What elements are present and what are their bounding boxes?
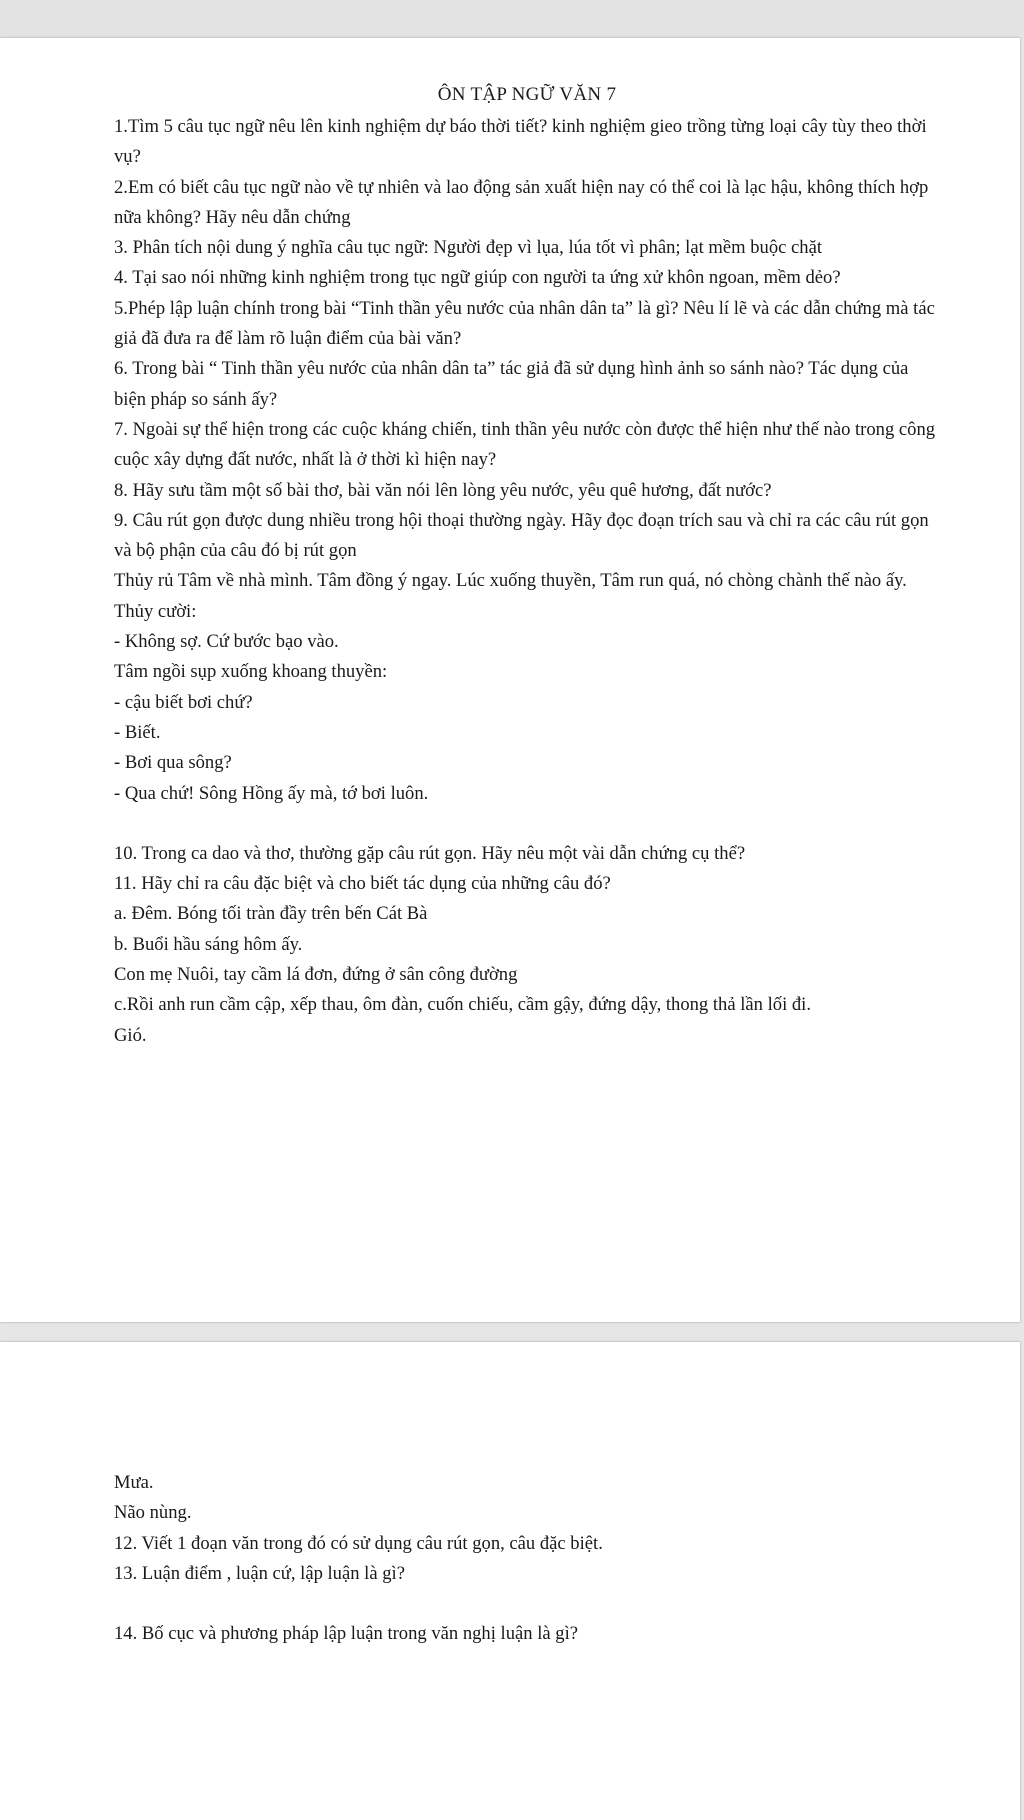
example-b-continued: Con mẹ Nuôi, tay cầm lá đơn, đứng ở sân công đường — [114, 964, 518, 986]
example-word: Mưa. — [114, 1472, 154, 1493]
paragraph-gap — [114, 1589, 940, 1619]
question-5: 5.Phép lập luận chính trong bài “Tinh thần yêu nước của nhân dân ta” là gì? Nêu lí lẽ và các dẫn chứng mà tác giả đã đưa ra để làm rõ luận điểm của bài văn? — [114, 297, 935, 350]
paragraph-gap — [114, 809, 940, 839]
question-13: 13. Luận điểm , luận cứ, lập luận là gì? — [114, 1562, 405, 1584]
question-8: 8. Hãy sưu tầm một số bài thơ, bài văn nói lên lòng yêu nước, yêu quê hương, đất nước? — [114, 479, 772, 501]
dialogue-line: - Qua chứ! Sông Hồng ấy mà, tớ bơi luôn. — [114, 782, 429, 804]
example-b: b. Buổi hầu sáng hôm ấy. — [114, 933, 303, 955]
question-9: 9. Câu rút gọn được dung nhiều trong hội thoại thường ngày. Hãy đọc đoạn trích sau và chỉ ra các câu rút gọn và bộ phận của câu đó bị rút gọn — [114, 509, 929, 562]
example-c: c.Rồi anh run cầm cập, xếp thau, ôm đàn, cuốn chiếu, cầm gậy, đứng dậy, thong thả lần lối đi. — [114, 994, 811, 1016]
dialogue-line: - Biết. — [114, 721, 161, 743]
viewer-top-strip — [0, 0, 1024, 38]
document-page-1 — [0, 38, 1020, 1322]
excerpt-line: Thủy rủ Tâm về nhà mình. Tâm đồng ý ngay. Lúc xuống thuyền, Tâm run quá, nó chòng chành thế nào ấy. Thủy cười: — [114, 570, 907, 622]
example-a: a. Đêm. Bóng tối tràn đầy trên bến Cát Bà — [114, 903, 428, 925]
example-word: Não nùng. — [114, 1502, 192, 1524]
excerpt-line: Tâm ngồi sụp xuống khoang thuyền: — [114, 661, 388, 683]
question-2: 2.Em có biết câu tục ngữ nào về tự nhiên và lao động sản xuất hiện nay có thể coi là lạc hậu, không thích hợp nữa không? Hãy nêu dẫn chứng — [114, 176, 929, 228]
question-7: 7. Ngoài sự thể hiện trong các cuộc kháng chiến, tinh thần yêu nước còn được thể hiện như thế nào trong công cuộc xây dựng đất nước, nhất là ở thời kì hiện nay? — [114, 418, 936, 471]
dialogue-line: - Bơi qua sông? — [114, 752, 232, 774]
question-4: 4. Tại sao nói những kinh nghiệm trong tục ngữ giúp con người ta ứng xử khôn ngoan, mềm dẻo? — [114, 267, 841, 289]
document-title: ÔN TẬP NGỮ VĂN 7 — [437, 84, 617, 105]
question-3: 3. Phân tích nội dung ý nghĩa câu tục ngữ: Người đẹp vì lụa, lúa tốt vì phân; lạt mềm buộc chặt — [114, 237, 823, 259]
question-1: 1.Tìm 5 câu tục ngữ nêu lên kinh nghiệm dự báo thời tiết? kinh nghiệm gieo trồng từng loại cây tùy theo thời vụ? — [114, 116, 927, 168]
question-12: 12. Viết 1 đoạn văn trong đó có sử dụng câu rút gọn, câu đặc biệt. — [114, 1532, 603, 1554]
dialogue-line: - cậu biết bơi chứ? — [114, 691, 253, 713]
example-word: Gió. — [114, 1024, 147, 1046]
dialogue-line: - Không sợ. Cứ bước bạo vào. — [114, 631, 339, 653]
question-14: 14. Bố cục và phương pháp lập luận trong văn nghị luận là gì? — [114, 1623, 578, 1645]
question-6: 6. Trong bài “ Tinh thần yêu nước của nhân dân ta” tác giả đã sử dụng hình ảnh so sánh nào? Tác dụng của biện pháp so sánh ấy? — [114, 358, 909, 410]
question-10: 10. Trong ca dao và thơ, thường gặp câu rút gọn. Hãy nêu một vài dẫn chứng cụ thể? — [114, 842, 746, 864]
document-page-2 — [0, 1342, 1020, 1820]
question-11: 11. Hãy chỉ ra câu đặc biệt và cho biết tác dụng của những câu đó? — [114, 873, 611, 895]
